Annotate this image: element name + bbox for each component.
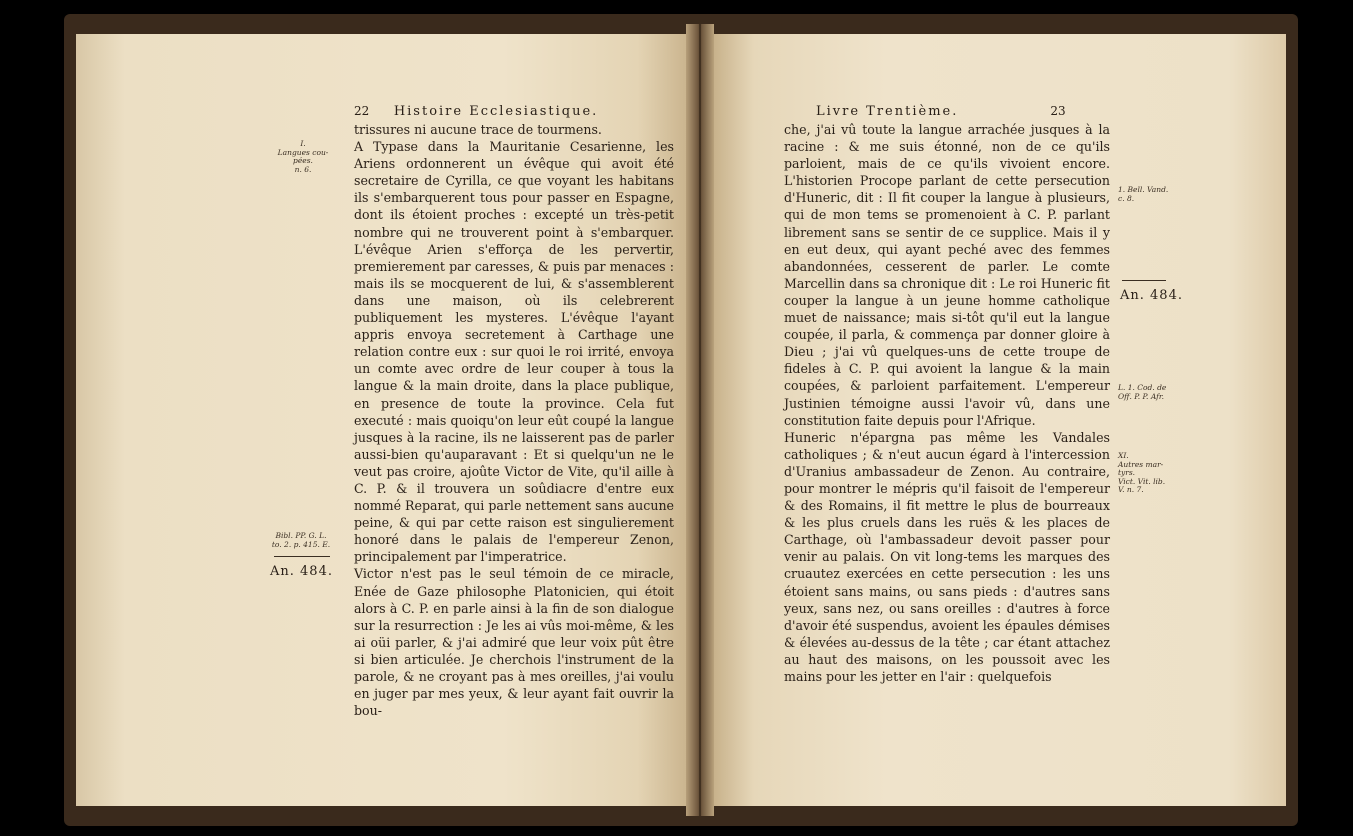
left-page xyxy=(76,34,686,806)
book xyxy=(64,14,1298,826)
left-year-mark: An. 484. xyxy=(270,564,333,579)
right-margin-note-2: L. 1. Cod. de Off. P. P. Afr. xyxy=(1118,383,1167,401)
right-margin-rule xyxy=(1122,280,1166,281)
right-folio: 23 xyxy=(1050,104,1066,118)
left-margin-note-1: I. Langues cou- pées. n. 6. xyxy=(277,139,329,174)
right-year-mark: An. 484. xyxy=(1120,288,1183,303)
right-running-head xyxy=(816,104,1066,119)
left-running-head-title: Histoire Ecclesiastique. xyxy=(393,104,599,119)
right-margin-note-1: 1. Bell. Vand. c. 8. xyxy=(1118,185,1169,203)
left-folio: 22 xyxy=(354,104,370,118)
book-gutter xyxy=(686,24,714,816)
left-body-text: trissures ni aucune trace de tourmens. A Typase dans la Mauritanie Cesarienne, les Ariens ordonnerent un évêque qui avoit été secretaire de Cyrilla, ce que voyant les habitans ils s'embarquerent tous pour passer en Espagne, dont ils étoient proches : excepté un très-petit nombre qui ne trouverent point à s'embarquer. L'évêque Arien s'efforça de les pervertir, premierement par caresses, & puis par menaces : mais ils se mocquerent de lui, & s'assemblerent dans une maison, où ils celebrerent publiquement les mysteres. L'évêque l'ayant appris envoya secretement à Carthage une relation contre eux : sur quoi le roi irrité, envoya un comte avec ordre de leur couper à tous la langue & la main droite, dans la place publique, en presence de toute la province. Cela fut executé : mais quoiqu'on leur eût coupé la langue jusques à la racine, ils ne laisserent pas de parler aussi-bien qu'auparavant : Et si quelqu'un ne le veut pas croire, ajoûte Victor de Vite, qu'il aille à C. P. & il trouvera un soûdiacre d'entre eux nommé Reparat, qui parle nettement sans aucune peine, & qui par cette raison est singulierement honoré dans le palais de l'empereur Zenon, principalement par l'imperatrice. Victor n'est pas le seul témoin de ce miracle, Enée de Gaze philosophe Platonicien, qui étoit alors à C. P. en parle ainsi à la fin de son dialogue sur la resurrection : Je les ai vûs moi-même, & les ai oüi parler, & j'ai admiré que leur voix pût être si bien articulée. Je cherchois l'instrument de la parole, & ne croyant pas à mes oreilles, j'ai voulu en juger par mes yeux, & leur ayant fait ouvrir la bou- xyxy=(354,122,675,719)
right-running-head-title: Livre Trentième. xyxy=(816,104,959,119)
right-page xyxy=(714,34,1286,806)
right-body-text: che, j'ai vû toute la langue arrachée jusques à la racine : & me suis étonné, non de ce qu'ils parloient, mais de ce qu'ils vivoient encore. L'historien Procope parlant de cette persecution d'Huneric, dit : Il fit couper la langue à plusieurs, qui de mon tems se promenoient à C. P. parlant librement sans se sentir de ce supplice. Mais il y en eut deux, qui ayant peché avec des femmes abandonnées, cesserent de parler. Le comte Marcellin dans sa chronique dit : Le roi Huneric fit couper la langue à un jeune homme catholique muet de naissance; mais si-tôt qu'il eut la langue coupée, il parla, & commença par donner gloire à Dieu ; j'ai vû quelques-uns de cette troupe de fideles à C. P. qui avoient la langue & la main coupées, & parloient parfaitement. L'empereur Justinien témoigne aussi l'avoir vû, dans une constitution faite depuis pour l'Afrique. Huneric n'épargna pas même les Vandales catholiques ; & n'eut aucun égard à l'intercession d'Uranius ambassadeur de Zenon. Au contraire, pour montrer le mépris qu'il faisoit de l'empereur & des Romains, il fit mettre le plus de bourreaux & les plus cruels dans les ruës & les places de Carthage, où l'ambassadeur devoit passer pour venir au palais. On vit long-tems les marques des cruautez exercées en cette persecution : les uns étoient sans mains, ou sans pieds : d'autres sans yeux, sans nez, ou sans oreilles : d'autres à force d'avoir été suspendus, avoient les épaules démises & élevées au-dessus de la tête ; car étant attachez au haut des maisons, on les poussoit avec les mains pour les jetter en l'air : quelquefois xyxy=(784,122,1110,684)
left-margin-rule xyxy=(274,556,330,557)
left-margin-note-2: Bibl. PP. G. L. to. 2. p. 415. E. xyxy=(271,531,331,549)
left-running-head xyxy=(354,104,598,119)
right-margin-note-3: XI. Autres mar- tyrs. Vict. Vit. lib. V. n. 7. xyxy=(1118,451,1166,494)
